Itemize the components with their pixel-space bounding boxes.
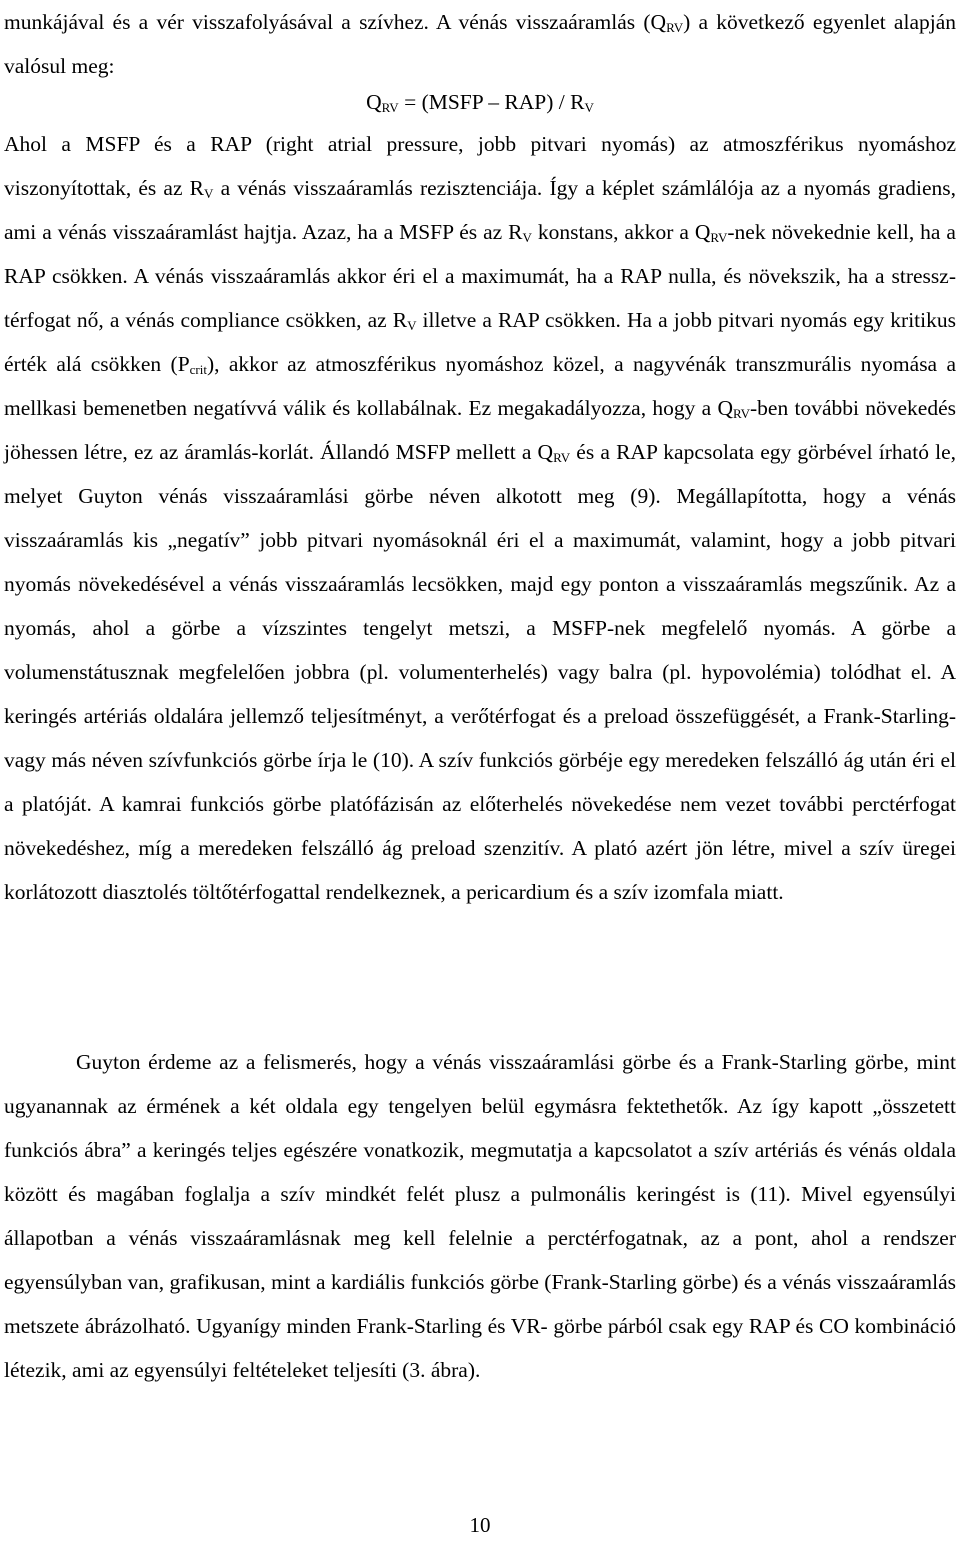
- text-run: a vénás visszaáramlás rezisztenciája. Így a képlet számlálója az a nyomás gradiens, ami a vénás visszaáramlást hajtja. Azaz, ha a MSFP és az R: [4, 176, 957, 244]
- equation-body: = (MSFP – RAP) / R: [398, 90, 585, 114]
- text-run: munkájával és a vér visszafolyásával a szívhez. A vénás visszaáramlás (Q: [4, 10, 667, 34]
- subscript: V: [522, 230, 532, 245]
- subscript: RV: [553, 450, 571, 465]
- text-run: konstans, akkor a Q: [531, 220, 711, 244]
- text-run: Ahol a MSFP és a RAP (right atrial pressure, jobb pitvari nyomás) az atmoszférikus nyomáshoz viszonyítottak, és az R: [4, 132, 956, 200]
- subscript: V: [584, 100, 594, 115]
- text-run: -ben további növekedés jöhessen létre, ez az áramlás-korlát. Állandó MSFP mellett a Q: [4, 396, 957, 464]
- subscript: RV: [381, 100, 399, 115]
- text-run: ), akkor az atmoszférikus nyomáshoz közel, a nagyvénák transzmurális nyomása a mellkasi bemenetben negatívvá válik és kollabálnak. Ez megakadályozza, hogy a Q: [4, 352, 956, 420]
- equation-venous-return: [4, 80, 956, 124]
- paragraph-venous-return: [4, 122, 956, 914]
- subscript: RV: [710, 230, 728, 245]
- subscript: RV: [732, 406, 751, 421]
- equation-symbol: Q: [366, 90, 382, 114]
- paragraph-guyton: Guyton érdeme az a felismerés, hogy a vénás visszaáramlási görbe és a Frank-Starling görbe, mint ugyanannak az érmének a két oldala egy tengelyen belül egymásra fektethetők. Az így kapott „összetett funkciós ábra” a keringés teljes egészére vonatkozik, megmutatja a kapcsolatot a szív artériás és vénás oldala között és magában foglalja a szív mindkét felét plusz a pulmonális keringést is (11). Mivel egyensúlyi állapotban a vénás visszaáramlásnak meg kell felelnie a perctérfogatnak, az a pont, ahol a rendszer egyensúlyban van, grafikusan, mint a kardiális funkciós görbe (Frank-Starling görbe) és a vénás visszaáramlás metszete ábrázolható. Ugyanígy minden Frank-Starling és VR- görbe párból csak egy RAP és CO kombináció létezik, ami az egyensúlyi feltételeket teljesíti (3. ábra).: [4, 1050, 956, 1382]
- subscript: crit: [189, 362, 207, 377]
- text-run: illetve a RAP csökken. Ha a jobb pitvari nyomás egy kritikus érték alá csökken (P: [4, 308, 956, 376]
- page-number: 10: [469, 1513, 491, 1537]
- text-run: ) a következő egyenlet alapján valósul meg:: [4, 10, 956, 78]
- text-run: -nek növekednie kell, ha a RAP csökken. A vénás visszaáramlás akkor éri el a maximumát, ha a RAP nulla, és növekszik, ha a stressz-térfogat nő, a vénás compliance csökken, az R: [4, 220, 956, 332]
- text-run: és a RAP kapcsolata egy görbével írható le, melyet Guyton vénás visszaáramlási görbe néven alkotott meg (9). Megállapította, hogy a vénás visszaáramlás kis „negatív” jobb pitvari nyomásoknál éri el a maximumát, valamint, hogy a jobb pitvari nyomás növekedésével a vénás visszaáramlás lecsökken, majd egy ponton a visszaáramlás megszűnik. Az a nyomás, ahol a görbe a vízszintes tengelyt metszi, a MSFP-nek megfelelő nyomás. A görbe a volumenstátusznak megfelelően jobbra (pl. volumenterhelés) vagy balra (pl. hypovolémia) tolódhat el. A keringés artériás oldalára jellemző teljesítményt, a verőtérfogat és a preload összefüggését, a Frank-Starling- vagy más néven szívfunkciós görbe írja le (10). A szív funkciós görbéje egy meredeken felszálló ág után éri el a platóját. A kamrai funkciós görbe platófázisán az előterhelés növekedése nem vezet további perctérfogat növekedéshez, míg a meredeken felszálló ág preload szenzitív. A plató azért jön létre, mivel a szív üregei korlátozott diasztolés töltőtérfogattal rendelkeznek, a pericardium és a szív izomfala miatt.: [4, 440, 957, 904]
- subscript: RV: [666, 20, 684, 35]
- document-page: [4, 0, 957, 1382]
- paragraph-intro: [4, 0, 956, 88]
- subscript: V: [204, 186, 214, 201]
- subscript: V: [407, 318, 417, 333]
